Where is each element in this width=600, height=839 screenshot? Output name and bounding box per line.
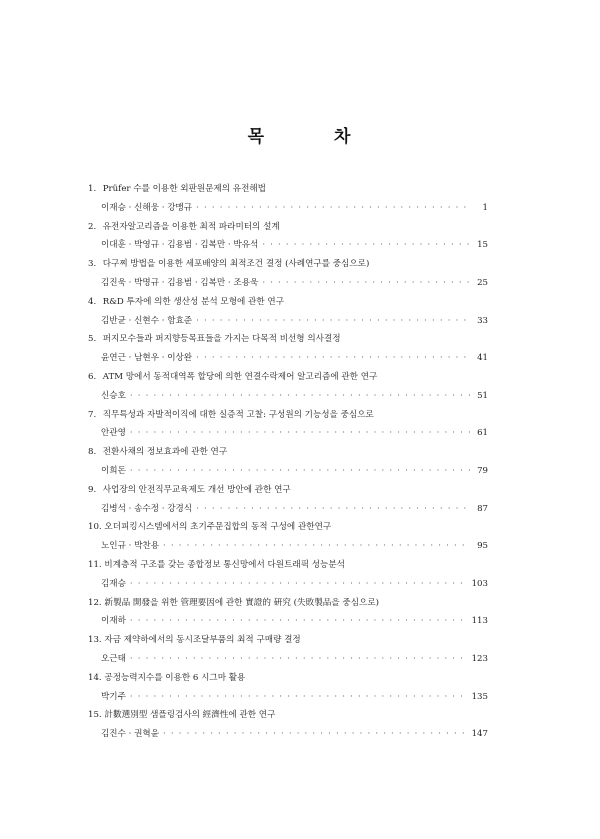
toc-entry-page: 113 xyxy=(471,616,488,627)
toc-entry[interactable] xyxy=(88,255,488,293)
toc-entry[interactable] xyxy=(88,518,488,556)
toc-entry-number: 10. xyxy=(88,522,102,533)
toc-entry[interactable] xyxy=(88,481,488,519)
toc-entry-heading xyxy=(88,481,488,500)
toc-entry-detail xyxy=(88,387,488,406)
toc-entry-detail xyxy=(88,650,488,669)
toc-entry-heading xyxy=(88,406,488,425)
toc-entry-authors: 김진수 · 권혁윤 xyxy=(101,729,160,740)
toc-entry-detail xyxy=(88,688,488,707)
toc-entry-number: 6. xyxy=(88,371,97,382)
toc-entry-authors: 김재승 xyxy=(101,578,126,589)
toc-entry-heading xyxy=(88,669,488,688)
dot-leader xyxy=(163,537,470,556)
toc-entry[interactable] xyxy=(88,556,488,594)
toc-entry-title: 전환사채의 정보효과에 관한 연구 xyxy=(102,447,228,458)
dot-leader xyxy=(196,199,470,218)
dot-leader xyxy=(130,575,468,594)
toc-entry[interactable] xyxy=(88,180,488,218)
dot-leader xyxy=(130,462,470,481)
toc-entry-authors: 김반균 · 신현수 · 함효준 xyxy=(101,315,193,326)
dot-leader xyxy=(130,387,470,406)
toc-entry-authors: 김진욱 · 박명규 · 김용범 · 김복만 · 조용욱 xyxy=(101,277,259,288)
toc-entry-detail xyxy=(88,725,488,744)
toc-entry-title: 사업장의 안전직무교육제도 개선 방안에 관한 연구 xyxy=(102,484,291,495)
toc-entry-number: 12. xyxy=(88,597,102,608)
toc-entry-detail xyxy=(88,312,488,331)
toc-entry[interactable] xyxy=(88,631,488,669)
toc-entry-title: 新製品 開發을 위한 管理要因에 관한 實證的 硏究 (失敗製品을 중심으로) xyxy=(104,597,379,608)
toc-entry-heading xyxy=(88,293,488,312)
toc-entry-title: R&D 투자에 의한 생산성 분석 모형에 관한 연구 xyxy=(102,296,284,307)
dot-leader xyxy=(130,424,470,443)
toc-entry-page: 51 xyxy=(477,390,488,401)
toc-entry-title: 퍼지모수들과 퍼지향등목표들을 가지는 다목적 비선형 의사결정 xyxy=(102,334,341,345)
toc-entry-authors: 오근태 xyxy=(101,653,126,664)
toc-entry-authors: 윤연근 · 남현우 · 이상완 xyxy=(101,353,193,364)
toc-entry[interactable] xyxy=(88,368,488,406)
toc-entry-number: 15. xyxy=(88,710,102,721)
toc-entry-title: 다구찌 방법을 이용한 세포배양의 최적조건 결정 (사례연구를 중심으로) xyxy=(102,259,370,270)
toc-entry-title: 자금 제약하에서의 동시조달부품의 최적 구매량 결정 xyxy=(104,635,301,646)
toc-entry-heading xyxy=(88,706,488,725)
toc-entry-title: 직무특성과 자발적이직에 대한 실증적 고찰: 구성원의 기능성을 중심으로 xyxy=(102,409,374,420)
toc-entry-title: ATM 망에서 동적대역폭 할당에 의한 연결수락제어 알고리즘에 관한 연구 xyxy=(102,371,378,382)
toc-entry[interactable] xyxy=(88,218,488,256)
toc-entry-detail xyxy=(88,424,488,443)
toc-entry[interactable] xyxy=(88,443,488,481)
toc-entry-title: 비계층적 구조를 갖는 종합정보 통신망에서 다원트래픽 성능분석 xyxy=(104,559,345,570)
toc-entry[interactable] xyxy=(88,406,488,444)
toc-entry-authors: 신승호 xyxy=(101,390,126,401)
title-char-2: 차 xyxy=(334,127,353,147)
toc-entry-authors: 이대훈 · 박영규 · 김용범 · 김복만 · 박유석 xyxy=(101,240,259,251)
toc-entry-page: 103 xyxy=(471,578,488,589)
toc-entry[interactable] xyxy=(88,594,488,632)
dot-leader xyxy=(196,349,470,368)
toc-entry-page: 25 xyxy=(477,277,488,288)
toc-entry-page: 79 xyxy=(477,465,488,476)
toc-entry-page: 95 xyxy=(477,541,488,552)
toc-entry-page: 147 xyxy=(471,729,488,740)
toc-entry-page: 41 xyxy=(477,353,488,364)
toc-entry-number: 4. xyxy=(88,296,97,307)
toc-entry-title: Prüfer 수를 이용한 외판원문제의 유전해법 xyxy=(102,184,266,194)
toc-entry-heading xyxy=(88,368,488,387)
toc-entry-authors: 박기주 xyxy=(101,691,126,702)
toc-entry-title: 오더피킹시스템에서의 초기주문집합의 동적 구성에 관한연구 xyxy=(104,522,332,533)
toc-entry[interactable] xyxy=(88,330,488,368)
toc-entry-authors: 이재승 · 신해웅 · 강맹규 xyxy=(101,202,193,213)
dot-leader xyxy=(262,274,470,293)
toc-entry-page: 33 xyxy=(477,315,488,326)
toc-entry-page: 87 xyxy=(477,503,488,514)
toc-entry-detail xyxy=(88,612,488,631)
dot-leader xyxy=(196,312,470,331)
toc-entry-number: 8. xyxy=(88,447,97,458)
toc-entry-detail xyxy=(88,199,488,218)
toc-entry-page: 61 xyxy=(477,428,488,439)
toc-entry-detail xyxy=(88,500,488,519)
toc-entry-heading xyxy=(88,255,488,274)
toc-entry-page: 15 xyxy=(477,240,488,251)
toc-entry-page: 1 xyxy=(482,202,488,213)
toc-entry[interactable] xyxy=(88,706,488,744)
toc-entry-heading xyxy=(88,443,488,462)
toc-entry-detail xyxy=(88,462,488,481)
toc-entry-detail xyxy=(88,537,488,556)
toc-entry-detail xyxy=(88,349,488,368)
toc-entry-heading xyxy=(88,518,488,537)
toc-entry-authors: 노인규 · 박찬용 xyxy=(101,541,160,552)
toc-entry-number: 11. xyxy=(88,559,102,570)
toc-entry-detail xyxy=(88,274,488,293)
toc-entry[interactable] xyxy=(88,293,488,331)
toc-entry-number: 9. xyxy=(88,484,97,495)
toc-entry-heading xyxy=(88,180,488,199)
toc-entry-heading xyxy=(88,556,488,575)
dot-leader xyxy=(262,236,470,255)
toc-entry-authors: 김병석 · 송수정 · 강경식 xyxy=(101,503,193,514)
toc-entry-page: 135 xyxy=(471,691,488,702)
title-char-1: 목 xyxy=(247,127,266,147)
page-title xyxy=(0,122,600,147)
toc-entry-page: 123 xyxy=(471,653,488,664)
dot-leader xyxy=(196,500,470,519)
toc-entry-number: 3. xyxy=(88,259,97,270)
dot-leader xyxy=(130,612,468,631)
toc-entry-number: 2. xyxy=(88,221,97,232)
toc-entry[interactable] xyxy=(88,669,488,707)
toc-entry-number: 1. xyxy=(88,184,97,194)
toc-entry-authors: 이재하 xyxy=(101,616,126,627)
toc-entry-title: 공정능력지수를 이용한 6 시그마 활용 xyxy=(104,672,246,683)
toc-entry-heading xyxy=(88,631,488,650)
toc-entry-title: 計數選別型 샘플링검사의 經濟性에 관한 연구 xyxy=(104,710,276,721)
dot-leader xyxy=(130,688,468,707)
toc-entry-authors: 이희돈 xyxy=(101,465,126,476)
dot-leader xyxy=(130,650,468,669)
toc-entry-number: 13. xyxy=(88,635,102,646)
toc-entry-detail xyxy=(88,236,488,255)
toc-entry-heading xyxy=(88,594,488,613)
toc-entry-number: 7. xyxy=(88,409,97,420)
toc-entry-number: 14. xyxy=(88,672,102,683)
dot-leader xyxy=(163,725,468,744)
table-of-contents xyxy=(88,180,488,744)
toc-entry-number: 5. xyxy=(88,334,97,345)
toc-entry-detail xyxy=(88,575,488,594)
toc-entry-authors: 안관영 xyxy=(101,428,126,439)
toc-entry-heading xyxy=(88,330,488,349)
toc-entry-heading xyxy=(88,218,488,237)
toc-entry-title: 유전자알고리즘을 이용한 최적 파라미터의 설계 xyxy=(102,221,280,232)
